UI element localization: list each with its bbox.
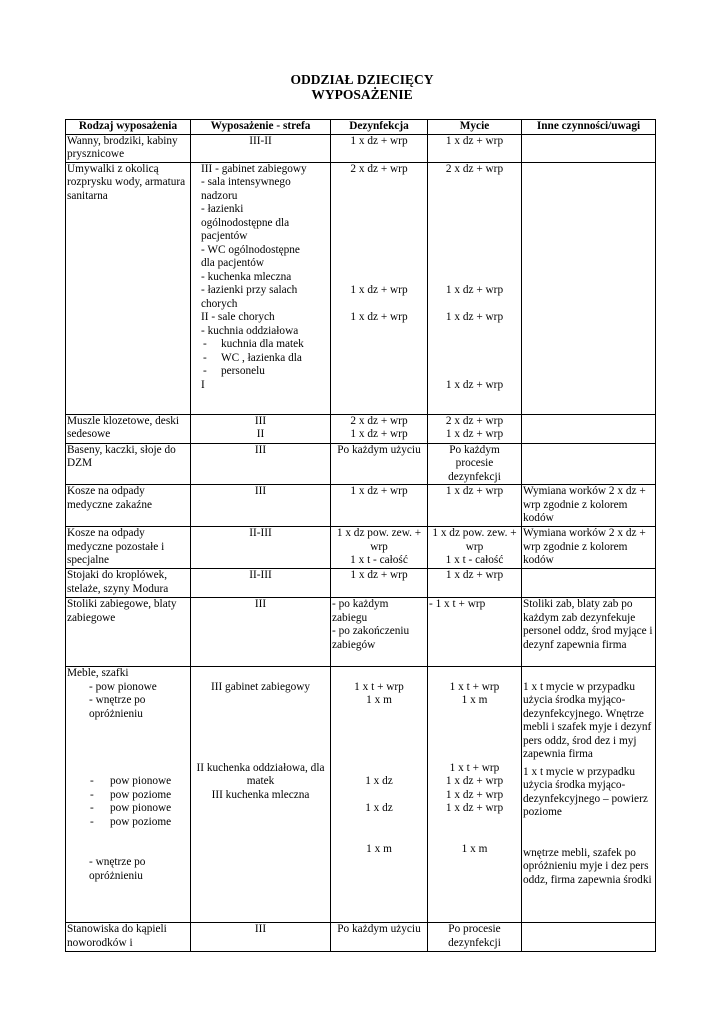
cell-notes: Wymiana worków 2 x dz + wrp zgodnie z kolorem kodów xyxy=(522,527,656,569)
cell-zone xyxy=(191,162,331,414)
notes-text: wnętrze mebli, szafek po opróżnieniu myje i dez pers oddz, firma zapewnia środki xyxy=(523,846,652,886)
notes-text: 1 x t mycie w przypadku użycia środka myjąco-dezynfekcyjnego – powierz poziome xyxy=(523,765,648,818)
washing-line: 1 x t + wrp xyxy=(449,680,500,693)
document-title: ODDZIAŁ DZIECIĘCY xyxy=(290,72,434,87)
furniture-line: - pow poziome xyxy=(67,789,189,803)
zone-line: ogólnodostępne dla xyxy=(201,216,290,229)
disinfection-line: 1 x m xyxy=(366,842,392,855)
washing-line: dezynfekcji xyxy=(448,936,501,949)
zone-line: - łazienki xyxy=(201,203,244,215)
furniture-line: - pow pionowe xyxy=(89,680,157,693)
cell-notes xyxy=(522,923,656,952)
cell-notes xyxy=(522,162,656,414)
furniture-line: - pow pionowe xyxy=(67,802,189,816)
furniture-line: opróżnieniu xyxy=(89,707,143,720)
zone-line: III - gabinet zabiegowy xyxy=(201,162,307,175)
cell-disinfection xyxy=(331,414,428,443)
cell-zone xyxy=(191,667,331,923)
zone-line: - WC ogólnodostępne xyxy=(201,243,300,256)
cell-zone: III xyxy=(191,485,331,527)
cell-equipment-type: Stojaki do kroplówek, stelaże, szyny Modura xyxy=(66,569,191,598)
cell-disinfection: 1 x dz + wrp xyxy=(331,569,428,598)
table-row xyxy=(66,527,656,569)
cell-notes: Wymiana worków 2 x dz + wrp zgodnie z kolorem kodów xyxy=(522,485,656,527)
cell-disinfection: 1 x dz + wrp xyxy=(331,485,428,527)
disinfection-line: 1 x dz pow. zew. + xyxy=(336,527,422,539)
cell-zone: II-III xyxy=(191,527,331,569)
table-row xyxy=(66,443,656,485)
disinfection-line: 1 x m xyxy=(366,694,392,706)
zone-line: chorych xyxy=(201,297,238,310)
cell-equipment-type: Umywalki z okolicą rozprysku wody, armatura sanitarna xyxy=(66,162,191,414)
notes-text: 1 x t mycie w przypadku użycia środka myjąco-dezynfekcyjnego. Wnętrze mebli i szafek myje i dezynf pers oddz, środ dez i myj zapewnia firma xyxy=(523,680,652,760)
washing-line: Po procesie xyxy=(448,923,501,935)
cell-washing: - 1 x t + wrp xyxy=(428,598,522,667)
washing-line: 1 x t + wrp xyxy=(449,761,500,774)
washing-line: 1 x dz + wrp xyxy=(445,788,504,801)
cell-zone: II-III xyxy=(191,569,331,598)
zone-line: - sala intensywnego xyxy=(201,176,291,188)
disinfection-line: 2 x dz + wrp xyxy=(350,162,408,175)
cell-washing xyxy=(428,414,522,443)
cell-equipment-type: Kosze na odpady medyczne zakaźne xyxy=(66,485,191,527)
table-header-row xyxy=(66,120,656,135)
cell-notes xyxy=(522,134,656,162)
washing-line: 2 x dz + wrp xyxy=(445,414,504,427)
cell-notes: Stoliki zab, blaty zab po każdym zab dezynfekuje personel oddz, środ myjące i dezynf zapewnia firma xyxy=(522,598,656,667)
table-row xyxy=(66,485,656,527)
cell-equipment-type: Baseny, kaczki, słoje do DZM xyxy=(66,443,191,485)
disinfection-line: 1 x t + wrp xyxy=(354,680,404,693)
cell-washing xyxy=(428,923,522,952)
zone-line: - WC , łazienka dla xyxy=(201,352,329,366)
cell-zone xyxy=(191,414,331,443)
disinfection-line: - po każdym xyxy=(332,598,389,610)
cell-disinfection: Po każdym użyciu xyxy=(331,443,428,485)
cell-washing xyxy=(428,162,522,414)
table-row xyxy=(66,598,656,667)
washing-line: 1 x dz + wrp xyxy=(445,311,504,323)
washing-line: 1 x dz + wrp xyxy=(445,802,504,814)
zone-line: dla pacjentów xyxy=(201,257,265,269)
cell-notes xyxy=(522,443,656,485)
zone-line: II - sale chorych xyxy=(201,311,275,323)
disinfection-line: zabiegów xyxy=(332,638,376,651)
zone-line: III gabinet zabiegowy xyxy=(210,680,311,693)
furniture-line: - wnętrze po xyxy=(89,856,146,868)
washing-line: wrp xyxy=(465,540,484,553)
zone-line: I xyxy=(201,378,205,391)
table-row xyxy=(66,923,656,952)
zone-line: nadzoru xyxy=(201,189,238,202)
zone-line: - personelu xyxy=(201,365,329,379)
cell-disinfection xyxy=(331,667,428,923)
cell-disinfection xyxy=(331,162,428,414)
cell-notes xyxy=(522,569,656,598)
cell-notes xyxy=(522,667,656,923)
table-row xyxy=(66,667,656,923)
cell-washing: Po każdym procesie dezynfekcji xyxy=(428,443,522,485)
disinfection-line: 1 x dz + wrp xyxy=(350,311,408,323)
header-washing: Mycie xyxy=(428,120,522,135)
disinfection-line: - po zakończeniu xyxy=(332,625,410,637)
cell-disinfection: Po każdym użyciu xyxy=(331,923,428,952)
furniture-line: - wnętrze po xyxy=(89,694,146,706)
cell-zone: III xyxy=(191,443,331,485)
cell-disinfection xyxy=(331,598,428,667)
washing-line: 1 x t - całość xyxy=(445,554,504,566)
zone-line: - łazienki przy salach xyxy=(201,284,298,296)
zone-line: III xyxy=(254,414,267,427)
cell-notes xyxy=(522,414,656,443)
disinfection-line: 1 x dz xyxy=(365,775,393,787)
washing-line: 1 x m xyxy=(461,842,488,855)
zone-line: II kuchenka oddziałowa, dla xyxy=(196,761,325,774)
disinfection-line: wrp xyxy=(370,540,388,553)
header-equipment-zone: Wyposażenie - strefa xyxy=(191,120,331,135)
washing-line: 1 x dz pow. zew. + xyxy=(432,527,517,539)
table-row xyxy=(66,134,656,162)
cell-washing xyxy=(428,527,522,569)
document-subtitle: WYPOSAŻENIE xyxy=(311,87,413,102)
cell-zone: III-II xyxy=(191,134,331,162)
furniture-line: - pow poziome xyxy=(67,816,189,830)
zone-line: II xyxy=(256,428,265,440)
cell-equipment-type: Muszle klozetowe, deski sedesowe xyxy=(66,414,191,443)
disinfection-line: 2 x dz + wrp xyxy=(350,414,408,427)
washing-line: 1 x dz + wrp xyxy=(445,428,504,440)
zone-line: - kuchnia oddziałowa xyxy=(201,324,299,337)
header-equipment-type: Rodzaj wyposażenia xyxy=(66,120,191,135)
table-row xyxy=(66,162,656,414)
washing-line: 2 x dz + wrp xyxy=(445,162,504,175)
cell-washing xyxy=(428,667,522,923)
furniture-line: - pow pionowe xyxy=(67,775,189,789)
zone-line: pacjentów xyxy=(201,230,248,242)
table-row xyxy=(66,414,656,443)
washing-line: 1 x dz + wrp xyxy=(445,284,504,296)
header-disinfection: Dezynfekcja xyxy=(331,120,428,135)
cell-equipment-type xyxy=(66,667,191,923)
disinfection-line: 1 x dz + wrp xyxy=(350,428,408,440)
disinfection-line: zabiegu xyxy=(332,611,368,624)
furniture-line: opróżnieniu xyxy=(89,869,143,882)
disinfection-line: 1 x dz xyxy=(365,802,393,814)
cell-equipment-type: Kosze na odpady medyczne pozostałe i specjalne xyxy=(66,527,191,569)
washing-line: 1 x m xyxy=(461,694,488,706)
zone-line: III kuchenka mleczna xyxy=(211,788,310,801)
header-other-notes: Inne czynności/uwagi xyxy=(522,120,656,135)
disinfection-line: 1 x dz + wrp xyxy=(350,284,408,296)
cell-equipment-type: Wanny, brodziki, kabiny prysznicowe xyxy=(66,134,191,162)
zone-line: - kuchenka mleczna xyxy=(201,270,292,283)
washing-line: 1 x dz + wrp xyxy=(445,775,504,787)
cell-disinfection: 1 x dz + wrp xyxy=(331,134,428,162)
cell-disinfection xyxy=(331,527,428,569)
equipment-table xyxy=(65,119,656,952)
cell-zone: III xyxy=(191,923,331,952)
zone-line: matek xyxy=(246,775,275,787)
cell-washing: 1 x dz + wrp xyxy=(428,485,522,527)
cell-equipment-type: Stoliki zabiegowe, blaty zabiegowe xyxy=(66,598,191,667)
cell-zone: III xyxy=(191,598,331,667)
zone-line: - kuchnia dla matek xyxy=(201,338,329,352)
table-row xyxy=(66,569,656,598)
cell-washing: 1 x dz + wrp xyxy=(428,569,522,598)
cell-equipment-type: Stanowiska do kąpieli noworodków i xyxy=(66,923,191,952)
furniture-heading: Meble, szafki xyxy=(67,667,129,679)
disinfection-line: 1 x t - całość xyxy=(350,554,408,566)
washing-line: 1 x dz + wrp xyxy=(445,378,504,391)
cell-washing: 1 x dz + wrp xyxy=(428,134,522,162)
